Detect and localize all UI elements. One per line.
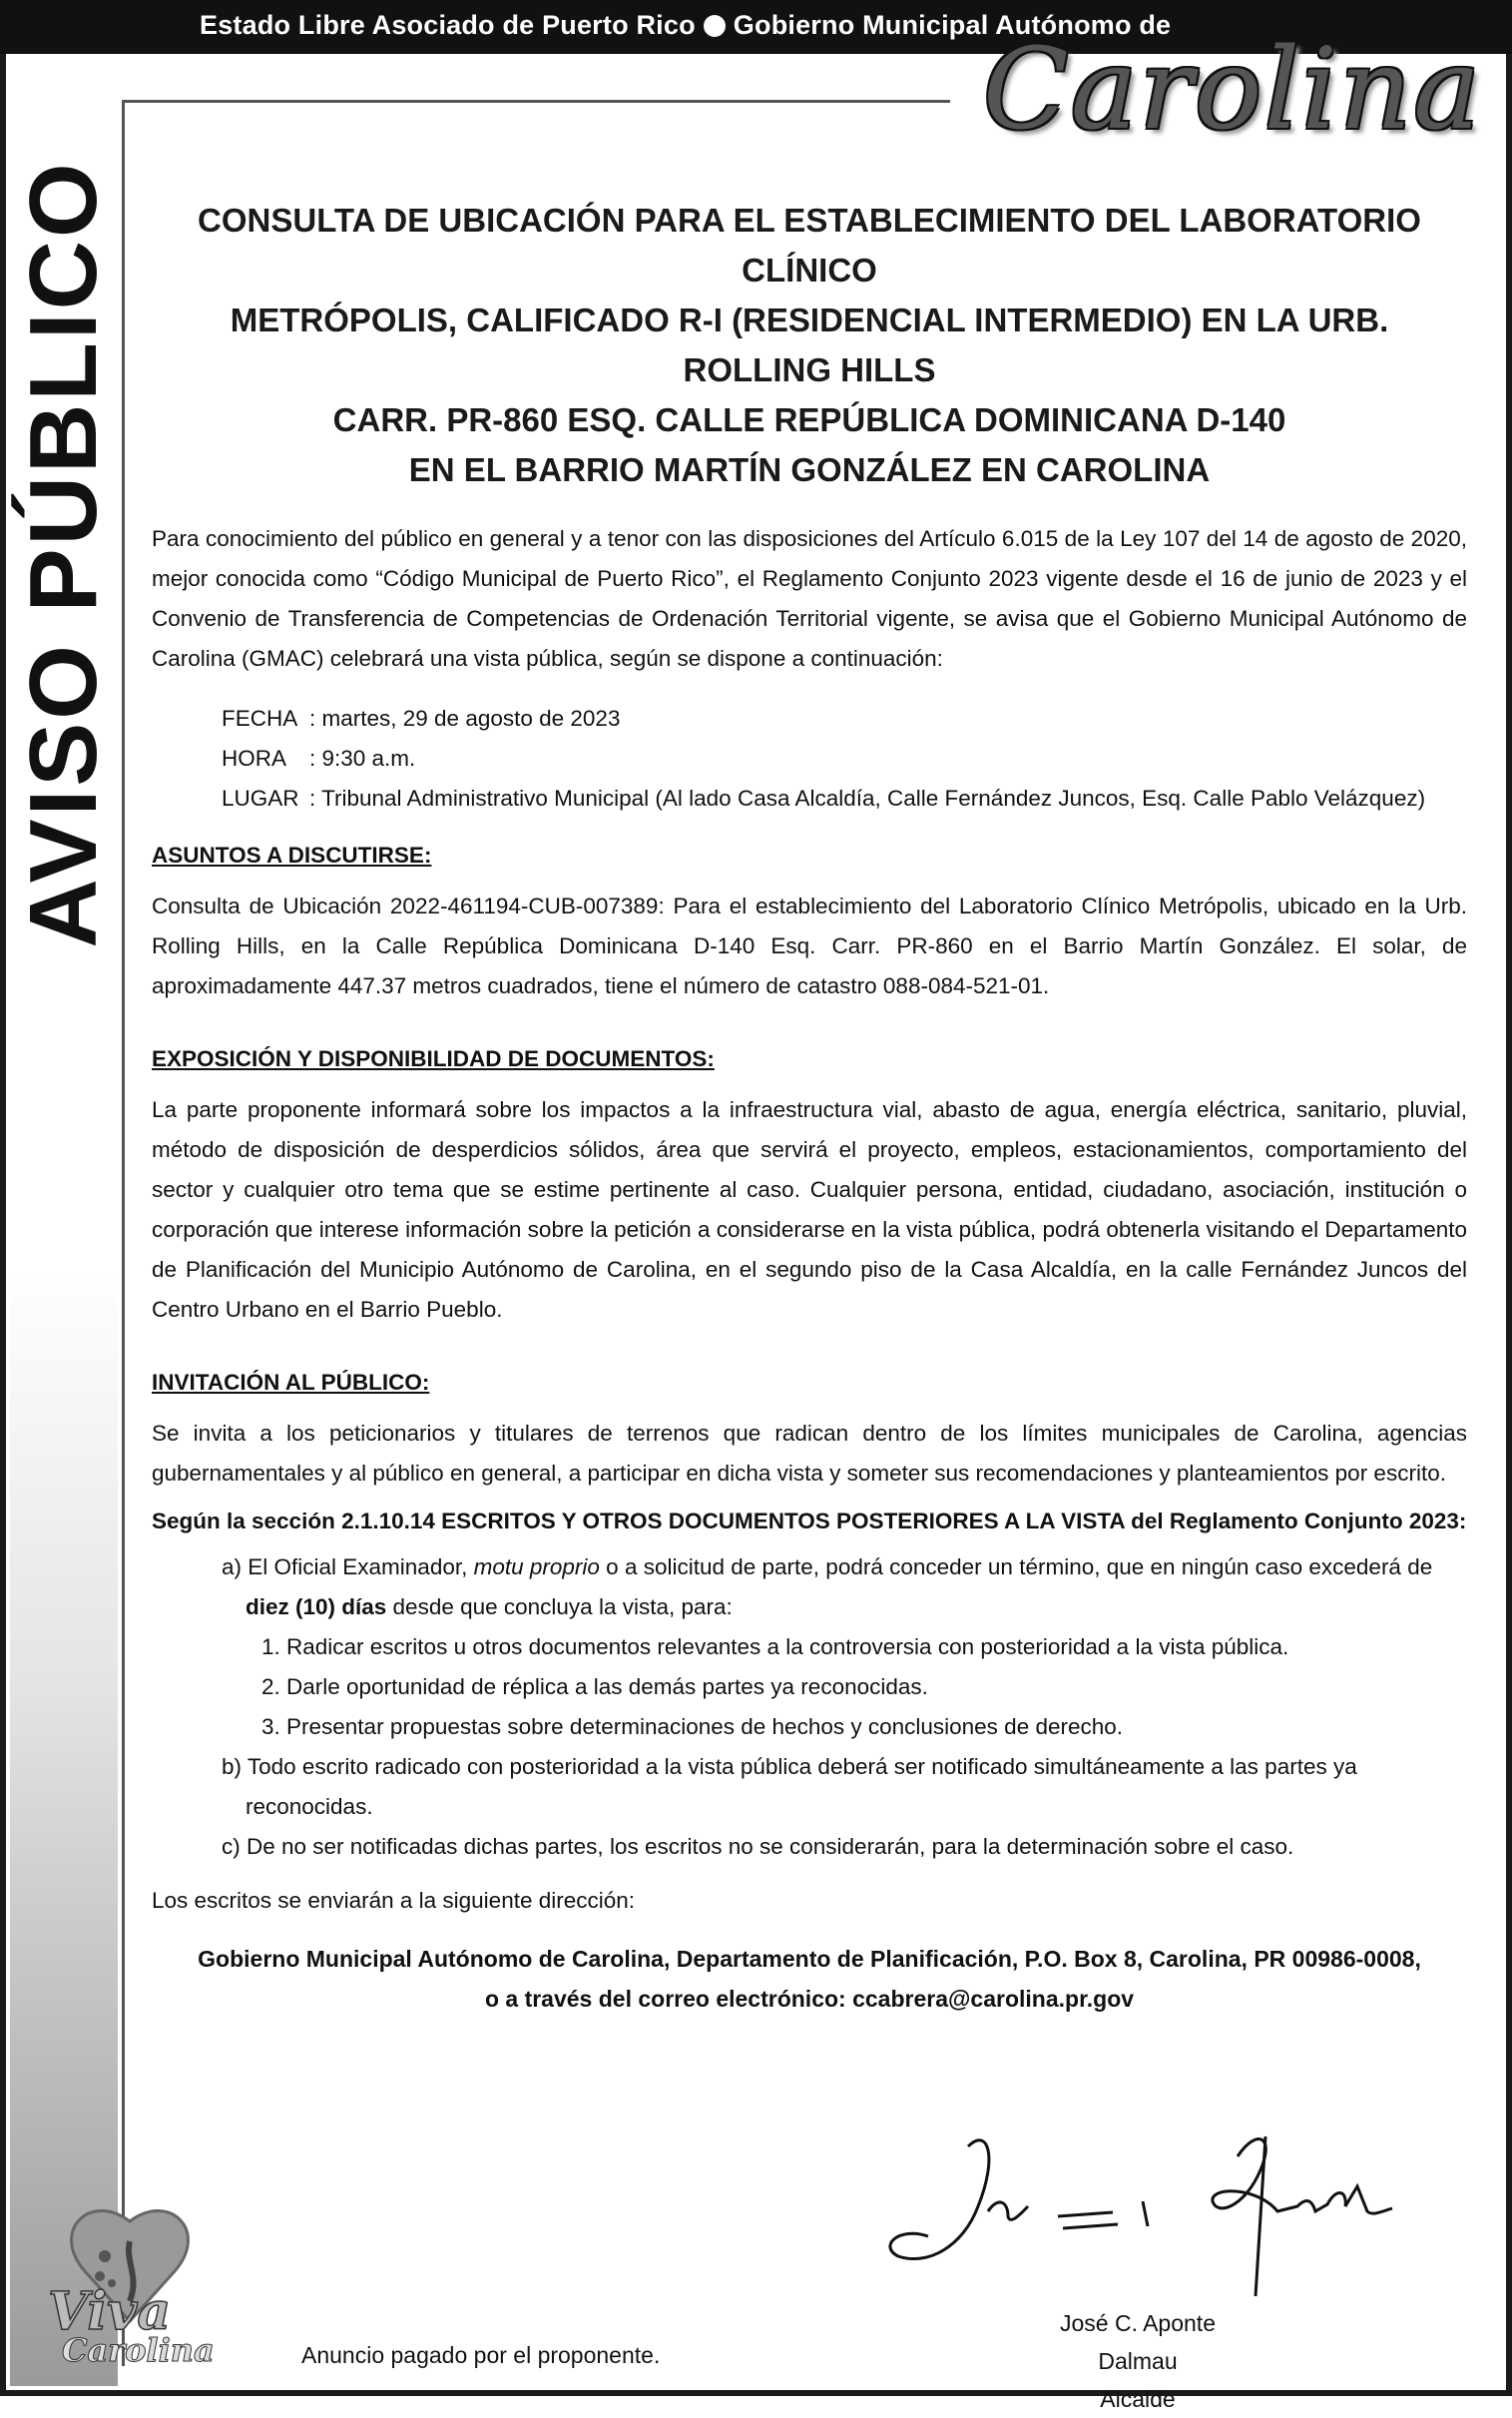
list-a-bold: diez (10) días	[246, 1594, 387, 1619]
headline-line: CARR. PR-860 ESQ. CALLE REPÚBLICA DOMINICANA D-140	[332, 401, 1286, 438]
list-item: 3. Presentar propuestas sobre determinaciones de hechos y conclusiones de derecho.	[261, 1714, 1124, 1739]
inner-border-top	[122, 100, 950, 103]
schedule-fecha	[222, 699, 1467, 739]
exposicion-heading: EXPOSICIÓN Y DISPONIBILIDAD DE DOCUMENTOS:	[152, 1046, 715, 1071]
header-right-text: Gobierno Municipal Autónomo de	[733, 10, 1172, 40]
address-line: o a través del correo electrónico: ccabrera@carolina.pr.gov	[484, 1986, 1135, 2012]
schedule-hora	[222, 739, 1467, 779]
header-left-text: Estado Libre Asociado de Puerto Rico	[200, 10, 696, 40]
bullet-dot-icon	[704, 15, 726, 37]
schedule	[222, 699, 1467, 819]
send-to-line: Los escritos se enviarán a la siguiente dirección:	[152, 1888, 636, 1913]
inner-border-left	[122, 100, 125, 2366]
headline-line: METRÓPOLIS, CALIFICADO R-I (RESIDENCIAL INTERMEDIO) EN LA URB. ROLLING HILLS	[230, 302, 1389, 388]
procedure-list	[222, 1547, 1467, 1867]
invitacion-paragraph: Se invita a los peticionarios y titulares de terrenos que radican dentro de los límites municipales de Carolina, agencias gubernamentales y al público en general, a participar en dicha vista y someter sus recomendaciones y planteamientos por escrito.	[152, 1421, 1467, 1486]
list-a-post: o a solicitud de parte, podrá conceder un término, que en ningún caso excederá de	[599, 1554, 1433, 1579]
headline-line: CONSULTA DE UBICACIÓN PARA EL ESTABLECIMIENTO DEL LABORATORIO CLÍNICO	[198, 202, 1421, 289]
headline-line: EN EL BARRIO MARTÍN GONZÁLEZ EN CAROLINA	[408, 451, 1211, 488]
hora-label: HORA	[222, 746, 287, 771]
side-title: AVISO PÚBLICO	[10, 160, 117, 948]
list-item-a	[222, 1547, 1467, 1587]
asuntos-paragraph: Consulta de Ubicación 2022-461194-CUB-007389: Para el establecimiento del Laboratorio Clínico Metrópolis, ubicado en la Urb. Rolling Hills, en la Calle República Dominicana D-140 Esq. Carr. PR-860 en el Barrio Martín González. El solar, de aproximadamente 447.37 metros cuadrados, tiene el número de catastro 088-084-521-01.	[152, 894, 1467, 998]
lugar-label: LUGAR	[222, 786, 299, 811]
address-line: Gobierno Municipal Autónomo de Carolina, Departamento de Planificación, P.O. Box 8, Carolina, PR 00986-0008,	[198, 1946, 1421, 1972]
mailing-address	[152, 1939, 1467, 2019]
hora-value: : 9:30 a.m.	[309, 746, 416, 771]
logo-viva-text: Viva	[48, 2281, 172, 2342]
headline	[152, 196, 1467, 495]
paid-note: Anuncio pagado por el proponente.	[301, 2342, 661, 2368]
signer-title: Alcalde	[1100, 2386, 1176, 2412]
schedule-lugar	[222, 779, 1467, 819]
list-item: 2. Darle oportunidad de réplica a las demás partes ya reconocidas.	[261, 1674, 928, 1699]
exposicion-paragraph: La parte proponente informará sobre los impactos a la infraestructura vial, abasto de agua, energía eléctrica, sanitario, pluvial, método de disposición de desperdicios sólidos, área que servirá el proyecto, empleos, estacionamientos, comportamiento del sector y cualquier otro tema que se estime pertinente al caso. Cualquier persona, entidad, ciudadano, asociación, institución o corporación que interese información sobre la petición a considerarse en la vista pública, podrá obtenerla visitando el Departamento de Planificación del Municipio Autónomo de Carolina, en el segundo piso de la Casa Alcaldía, en la calle Fernández Juncos del Centro Urbano en el Barrio Pueblo.	[152, 1097, 1467, 1322]
list-item: 1. Radicar escritos u otros documentos relevantes a la controversia con posterioridad a la vista pública.	[261, 1634, 1289, 1659]
notice-content	[152, 196, 1467, 2019]
fecha-label: FECHA	[222, 706, 298, 731]
signer-block	[1028, 2304, 1248, 2418]
viva-carolina-logo	[30, 2201, 230, 2371]
signer-name: José C. Aponte Dalmau	[1060, 2310, 1216, 2374]
list-a-pre: a) El Oficial Examinador,	[222, 1554, 474, 1579]
intro-paragraph: Para conocimiento del público en general y a tenor con las disposiciones del Artículo 6.015 de la Ley 107 del 14 de agosto de 2020, mejor conocida como “Código Municipal de Puerto Rico”, el Reglamento Conjunto 2023 vigente desde el 16 de junio de 2023 y el Convenio de Transferencia de Competencias de Ordenación Territorial vigente, se avisa que el Gobierno Municipal Autónomo de Carolina (GMAC) celebrará una vista pública, según se dispone a continuación:	[152, 526, 1467, 671]
list-item-b-cont: reconocidas.	[246, 1794, 373, 1819]
side-title-wrap	[10, 90, 117, 1018]
list-item-b: b) Todo escrito radicado con posterioridad a la vista pública deberá ser notificado simultáneamente a las partes ya	[222, 1754, 1357, 1779]
list-a-italic: motu proprio	[473, 1554, 600, 1579]
list-a-rest: desde que concluya la vista, para:	[386, 1594, 733, 1619]
carolina-brand: Carolina	[983, 25, 1482, 155]
invitacion-heading: INVITACIÓN AL PÚBLICO:	[152, 1370, 430, 1395]
list-item-a-cont	[222, 1587, 1467, 1627]
list-item-c: c) De no ser notificadas dichas partes, los escritos no se considerarán, para la determinación sobre el caso.	[222, 1834, 1294, 1859]
asuntos-heading: ASUNTOS A DISCUTIRSE:	[152, 843, 432, 868]
logo-carolina-text: Carolina	[62, 2331, 215, 2369]
seccion-line: Según la sección 2.1.10.14 ESCRITOS Y OTROS DOCUMENTOS POSTERIORES A LA VISTA del Reglamento Conjunto 2023:	[152, 1509, 1467, 1533]
signature	[858, 2116, 1457, 2316]
lugar-value: : Tribunal Administrativo Municipal (Al lado Casa Alcaldía, Calle Fernández Juncos, Esq. Calle Pablo Velázquez)	[309, 786, 1426, 811]
fecha-value: : martes, 29 de agosto de 2023	[309, 706, 621, 731]
